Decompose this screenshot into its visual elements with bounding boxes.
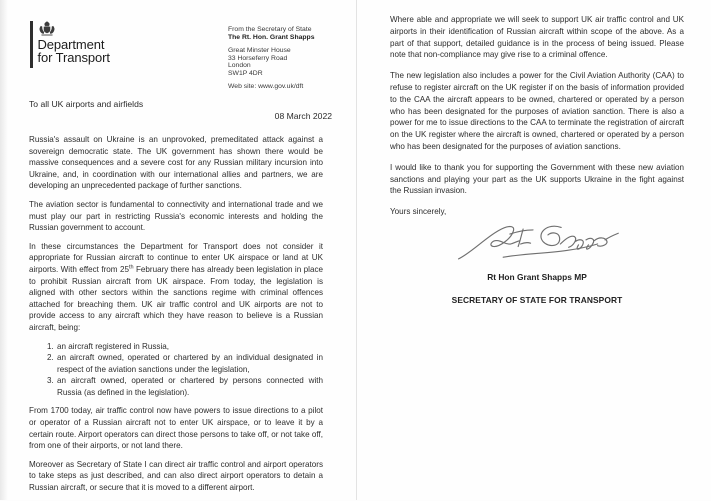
ordinal-superscript: th: [128, 264, 134, 271]
from-label: From the Secretary of State: [228, 26, 312, 33]
paragraph-thanks: I would like to thank you for supporting the Government with these new aviation sanctions and playing your part as the UK supports Ukraine in the fight against the Russian invasion.: [390, 162, 684, 196]
list-item: 2. an aircraft owned, operated or chartered by an individual designated in respect of the aviation sanctions under the legislation,: [56, 352, 323, 375]
signature: [442, 220, 634, 268]
paragraph-aviation-sector: The aviation sector is fundamental to connectivity and international trade and we must play our part in restricting Russia's economic interests and holding the Russian government to account.: [29, 199, 323, 233]
date-line: 08 March 2022: [274, 111, 332, 121]
aircraft-criteria-list: [29, 341, 323, 399]
handwritten-signature-icon: [442, 220, 634, 268]
paragraph-circumstances: [29, 241, 323, 334]
paragraph-atc-powers: From 1700 today, air traffic control now have powers to issue directions to a pilot or operator of a Russian aircraft not to enter UK airspace, or to leave it by a certain route. Airport operators can direct those persons to take off, or not take off, from one of their airports, or not land there.: [29, 406, 323, 451]
paragraph-secretary-powers: Moreover as Secretary of State I can direct air traffic control and airport operators to take steps as just described, and can also direct airport operators to detain a Russian aircraft, or secure that it is moved to a different airport.: [29, 459, 323, 493]
sender-block: [228, 26, 314, 91]
royal-crest-icon: [38, 21, 56, 36]
letter-page-1: [0, 0, 356, 500]
dft-logo-text-line2: for Transport: [37, 50, 110, 66]
address-line: Great Minster House: [228, 47, 291, 54]
address-line: London: [228, 62, 251, 69]
letter-page-2: [356, 0, 711, 500]
signatory-name: Rt Hon Grant Shapps MP: [487, 271, 587, 282]
address-line: 33 Horseferry Road: [228, 54, 288, 62]
address-line: SW1P 4DR: [228, 69, 263, 77]
from-name: The Rt. Hon. Grant Shapps: [228, 33, 315, 41]
dft-logo-text-line1: Department: [37, 37, 105, 52]
paragraph-support-guidance: Where able and appropriate we will seek to support UK air traffic control and UK airports in their identification of Russian aircraft within scope of the above. As a part of that support, detailed guidance is in the process of being issued. Please note that non-compliance may give rise to a criminal offence.: [390, 15, 684, 60]
dft-logo-bar: [30, 21, 33, 68]
paragraph-caa-powers: The new legislation also includes a power for the Civil Aviation Authority (CAA) to refuse to register aircraft on the UK register if on the basis of information provided to the CAA the aircraft appears to be owned, chartered or operated by a person who has been designated for the purposes of aviation sanction. There is also a power for me to issue directions to the CAA to terminate the registration of aircraft on the UK register where the aircraft is owned, chartered or operated by a person who has been designated for the purposes of aviation sanctions.: [390, 71, 684, 151]
paragraph-circumstances-pre: In these circumstances the Department for Transport does not consider it appropriate for Russian aircraft to continue to enter UK airspace or land at UK airports. With effect from 25: [29, 241, 323, 274]
recipient-line: To all UK airports and airfields: [29, 99, 144, 109]
letter-body-right: [390, 14, 684, 307]
list-item: 1. an aircraft registered in Russia,: [56, 341, 323, 353]
dft-logo: [30, 21, 110, 68]
paragraph-circumstances-post: February there has already been legislation in place to prohibit Russian aircraft from UK airspace. From today, the legislation is aligned with other sectors within the sanctions regime with criminal offences attached for breaching them. UK air traffic control and UK airports are not to provide access to any aircraft which they have reason to believe is a Russian aircraft, being:: [29, 264, 323, 332]
paragraph-russia-assault: Russia's assault on Ukraine is an unprovoked, premeditated attack against a sovereign democratic state. The UK government has shown there would be massive consequences and a severe cost for any Russian military incursion into Ukraine, and, in coordination with our international allies and partners, we are developing an unprecedented package of further sanctions.: [29, 135, 323, 191]
website-line: Web site: www.gov.uk/dft: [228, 83, 304, 90]
list-item: 3. an aircraft owned, operated or chartered by persons connected with Russia (as defined in the legislation).: [56, 375, 323, 398]
signatory-title: SECRETARY OF STATE FOR TRANSPORT: [451, 294, 623, 305]
closing-salutation: Yours sincerely,: [390, 207, 447, 217]
letter-body-left: [29, 134, 323, 501]
